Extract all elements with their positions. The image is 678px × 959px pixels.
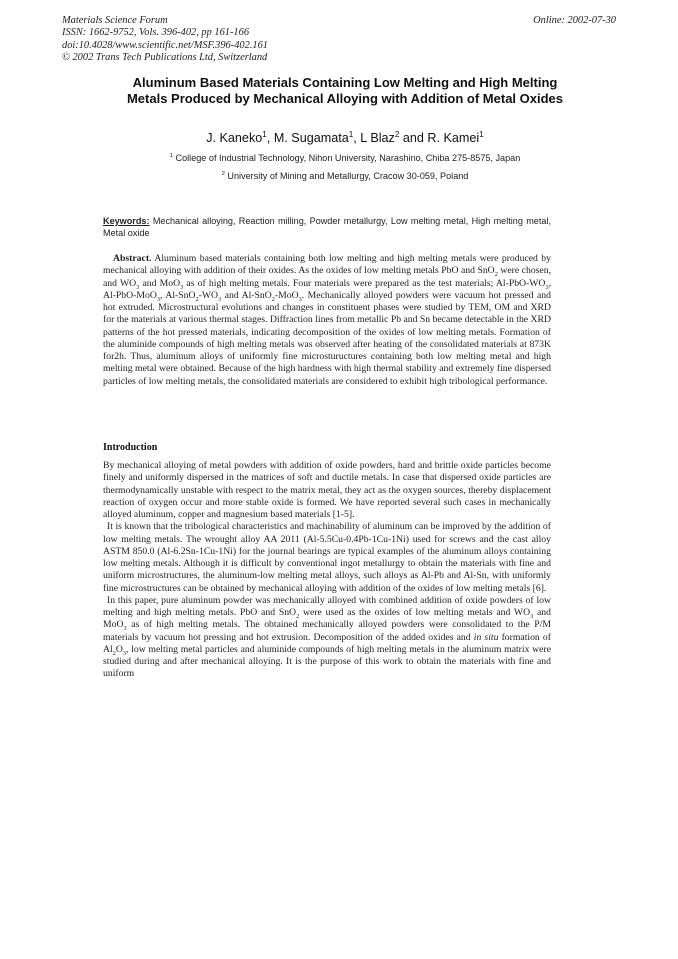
abstract-text: -WO — [198, 289, 219, 301]
author-name: L Blaz — [360, 131, 395, 145]
keywords-text: Mechanical alloying, Reaction milling, Powder metallurgy, Low melting metal, High melting metal, Metal oxide — [103, 216, 551, 238]
paragraph-text: formation of Al — [103, 631, 551, 655]
introduction-body — [103, 460, 551, 681]
subscript: 2 — [494, 271, 498, 279]
abstract-text: were chosen, and WO — [103, 265, 551, 289]
author-name: R. Kamei — [427, 131, 480, 145]
abstract-text: and Al-SnO — [221, 289, 272, 301]
subscript: 3 — [156, 295, 160, 303]
abstract-text: . Mechanically alloyed powders were vacuum hot pressed and hot extruded. Microstructural evolutions and changes in constituent phases were studied by TEM, OM and XRD for the materials at various thermal stages. Diffraction lines from metallic Pb and Sn became detectable in the XRD patterns of the hot pressed materials, indicating decomposition of the oxides of low melting metals. Formation of the aluminide compounds of high melting metals was observed after heating of the consolidated materials at 873K for2h. Thus, aluminum alloys of uniformly fine microstuructures containing both low melting metal and high melting metal were obtained. Because of the high hardness with high thermal stability and extremely fine dispersed particles of low melting metals, the consolidated materials are considered to exhibit high tribological performance. — [103, 289, 551, 387]
affiliation-text: College of Industrial Technology, Nihon University, Narashino, Chiba 275-8575, Japan — [173, 153, 521, 163]
keywords — [103, 216, 551, 239]
abstract — [103, 253, 551, 388]
affiliation-2 — [70, 171, 620, 181]
abstract-text: as of high melting metals. Four materials were prepared as the test materials; Al-PbO-WO — [183, 277, 546, 289]
issn-line: ISSN: 1662-9752, Vols. 396-402, pp 161-166 — [62, 27, 250, 39]
doi-line: doi:10.4028/www.scientific.net/MSF.396-402.161 — [62, 39, 268, 51]
affiliation-mark: 1 — [262, 129, 267, 139]
paragraph-text: were used as the oxides of low melting metals and WO — [299, 607, 531, 618]
subscript: 2 — [271, 295, 275, 303]
subscript: 3 — [122, 649, 126, 657]
online-date: Online: 2002-07-30 — [533, 15, 616, 26]
affiliation-mark: 2 — [394, 129, 400, 139]
paper-title — [70, 75, 620, 107]
abstract-text: and MoO — [139, 277, 181, 289]
journal-name: Materials Science Forum — [62, 15, 168, 26]
paragraph: It is known that the tribological characteristics and machinability of aluminum can be improved by the addition of low melting metals. The wrought alloy AA 2011 (Al-5.5Cu-0.4Pb-1Cu-1Ni) used for screws and the cast alloy ASTM 850.0 (Al-6.2Sn-1Cu-1Ni) for the journal bearings are typical examples of the aluminum alloys containing low melting metals. Although it is difficult by conventional ingot metallurgy to obtain the materials with fine and uniform microstructures, the aluminum-low melting metal alloys, such alloys as Al-Pb and Al-Sn, with uniformly fine microstructures can be obtained by mechanical alloying with addition of the oxides of low melting metals [6]. — [103, 521, 551, 594]
abstract-text: -MoO — [274, 289, 299, 301]
subscript: 3 — [180, 283, 184, 291]
subscript: 2 — [195, 295, 199, 303]
subscript: 3 — [123, 625, 127, 633]
author-separator: and — [399, 131, 428, 145]
subscript: 2 — [112, 649, 116, 657]
subscript: 3 — [530, 612, 534, 620]
paragraph — [103, 595, 551, 681]
introduction-heading: Introduction — [103, 442, 158, 453]
subscript: 3 — [136, 283, 140, 291]
affiliation-mark: 1 — [348, 129, 354, 139]
paragraph-text: , low melting metal particles and aluminide compounds of high melting metals in the aluminum matrix were studied during and after mechanical alloying. It is the purpose of this work to obtain the materials with fine and uniform — [103, 643, 551, 680]
paragraph-text: In this paper, pure aluminum powder was mechanically alloyed with combined addition of oxide powders of low melting and high melting metals. PbO and SnO — [103, 594, 551, 618]
title-line-1: Aluminum Based Materials Containing Low Melting and High Melting — [132, 75, 558, 90]
abstract-text: Aluminum based materials containing both low melting and high melting metals were produced by mechanical alloying with addition of their oxides. As the oxides of low melting metals PbO and SnO — [103, 253, 551, 277]
journal-header — [62, 15, 392, 64]
affiliation-mark: 2 — [221, 170, 225, 177]
author-name: M. Sugamata — [273, 131, 349, 145]
copyright-line: © 2002 Trans Tech Publications Ltd, Switzerland — [62, 51, 268, 63]
author-separator: , — [266, 131, 274, 145]
abstract-text: , Al-SnO — [159, 289, 196, 301]
abstract-label: Abstract. — [113, 253, 152, 264]
author-name: J. Kaneko — [206, 131, 263, 145]
subscript: 2 — [296, 612, 300, 620]
affiliation-text: University of Mining and Metallurgy, Cracow 30-059, Poland — [224, 171, 469, 181]
subscript: 3 — [298, 295, 302, 303]
author-list — [70, 131, 620, 145]
abstract-text: , Al-PbO-MoO — [103, 277, 551, 301]
paragraph: By mechanical alloying of metal powders with addition of oxide powders, hard and brittle oxide particles become finely and uniformly dispersed in the matrices of soft and ductile metals. In case that dispersed oxide particles are thermodynamically unstable with respect to the matrix metal, they act as the oxygen sources, thereby displacement reaction of oxygen occur and more stable oxide is formed. We have reported several such cases in mechanically alloyed aluminum, copper and magnesium based materials [1-5]. — [103, 460, 551, 520]
affiliation-1 — [70, 153, 620, 163]
keywords-label: Keywords: — [103, 216, 150, 226]
subscript: 3 — [218, 295, 222, 303]
paragraph-text: as of high melting metals. The obtained mechanically alloyed powders were consolidated to the P/M materials by vacuum hot pressing and hot extrusion. Decomposition of the added oxides and — [103, 619, 551, 643]
paragraph-text: O — [115, 643, 123, 655]
affiliation-mark: 1 — [169, 152, 173, 159]
affiliation-mark: 1 — [479, 129, 484, 139]
subscript: 3 — [545, 283, 549, 291]
italic-term: in situ — [473, 631, 499, 643]
author-separator: , — [353, 131, 361, 145]
paragraph-text: and MoO — [103, 607, 551, 631]
title-line-2: Metals Produced by Mechanical Alloying with Addition of Metal Oxides — [126, 91, 564, 106]
